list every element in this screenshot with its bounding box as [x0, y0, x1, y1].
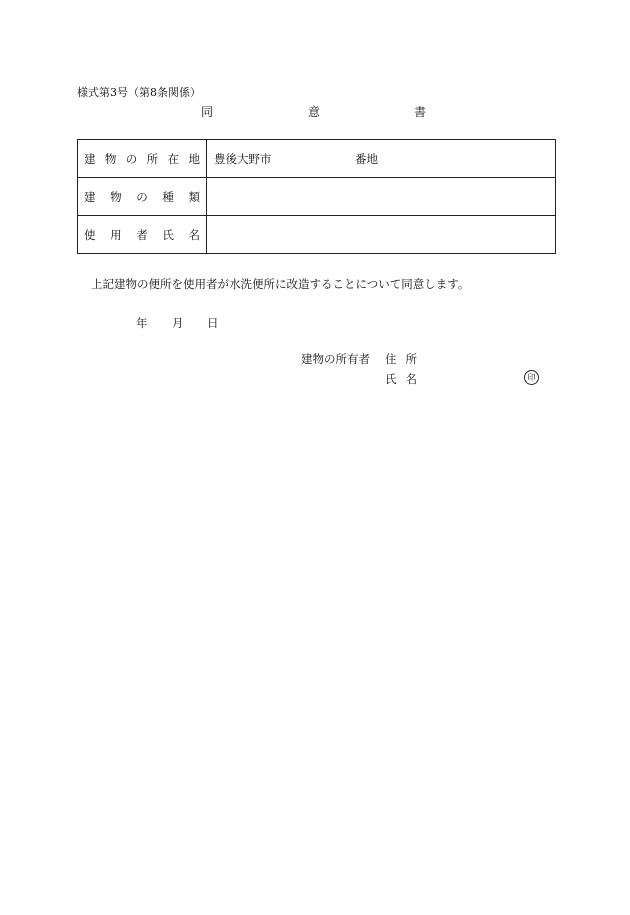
location-city: 豊後大野市: [214, 151, 272, 166]
location-banchi: 番地: [355, 151, 378, 166]
label-char: 物: [110, 189, 122, 204]
title-char: 書: [414, 105, 427, 119]
building-type-value-field[interactable]: [207, 178, 556, 216]
label-char: 建: [84, 151, 96, 166]
label-char: 使: [84, 227, 96, 242]
seal-icon: 印: [524, 370, 539, 385]
label-char: 氏: [162, 227, 174, 242]
label-char: 者: [136, 227, 148, 242]
label-char: 類: [188, 189, 200, 204]
date-month-label: 月: [172, 316, 184, 330]
label-char: 所: [146, 151, 159, 166]
label-char: の: [125, 151, 138, 166]
label-char: 地: [188, 151, 200, 166]
table-row-location: [78, 140, 556, 178]
location-value-field[interactable]: [207, 140, 556, 178]
consent-statement: 上記建物の便所を使用者が水洗便所に改造することについて同意します。: [91, 277, 470, 291]
label-char: 建: [84, 189, 96, 204]
table-row-building-type: [78, 178, 556, 216]
label-char: 種: [162, 189, 174, 204]
title-char: 意: [308, 105, 321, 119]
document-title: [0, 103, 630, 119]
user-name-label: [78, 216, 207, 254]
user-name-value-field[interactable]: [207, 216, 556, 254]
form-number: 様式第3号（第8条関係）: [77, 86, 201, 99]
date-day-label: 日: [207, 316, 219, 330]
owner-label: 建物の所有者: [301, 352, 370, 366]
label-char: 在: [167, 151, 180, 166]
date-year-label: 年: [136, 316, 148, 330]
owner-name-label: 氏名: [385, 372, 426, 386]
table-row-user-name: [78, 216, 556, 254]
owner-address-label: 住所: [385, 352, 426, 366]
title-char: 同: [201, 105, 214, 119]
location-label: [78, 140, 207, 178]
building-info-table: [77, 139, 556, 254]
label-char: 用: [110, 227, 122, 242]
label-char: 名: [188, 227, 200, 242]
label-char: 物: [104, 151, 117, 166]
label-char: の: [136, 189, 148, 204]
building-type-label: [78, 178, 207, 216]
